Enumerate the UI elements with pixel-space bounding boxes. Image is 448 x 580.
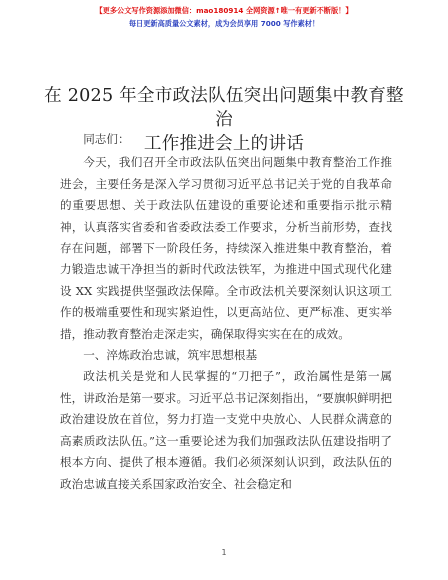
section-heading-1: 一、淬炼政治忠诚，筑牢思想根基 bbox=[83, 348, 258, 363]
paragraph-1: 今天，我们召开全市政法队伍突出问题集中教育整治工作推进会，主要任务是深入学习贯彻习近平总书记关于党的自我革命的重要思想、关于政法队伍建设的重要论述和重要指示批示精神，认真落实省委和省委政法委工作要求，分析当前形势，查找存在问题，部署下一阶段任务，持续深入推进集中教育整治，着力锻造忠诚干净担当的新时代政法铁军，为推进中国式现代化建设 XX 实践提供坚强政法保障。全市政法机关要深刻认识这项工作的极端重要性和现实紧迫性，以更高站位、更严标准、更实举措，推动教育整治走深走实，确保取得实实在在的成效。 bbox=[60, 155, 392, 341]
document-title-line-2: 工作推进会上的讲话 bbox=[143, 134, 305, 154]
paragraph-2: 政法机关是党和人民掌握的“刀把子”，政治属性是第一属性，讲政治是第一要求。习近平总书记深刻指出，“要旗帜鲜明把政治建设放在首位，努力打造一支党中央放心、人民群众满意的高素质政法队伍。”这一重要论述为我们加强政法队伍建设指明了根本方向、提供了根本遵循。我们必须深刻认识到，政法队伍的政治忠诚直接关系国家政治安全、社会稳定和 bbox=[60, 369, 392, 491]
salutation: 同志们： bbox=[83, 132, 130, 146]
document-title-line-1: 在 2025 年全市政法队伍突出问题集中教育整治 bbox=[44, 86, 404, 130]
page-number: 1 bbox=[221, 548, 227, 557]
promo-banner-line-1: 【更多公文写作资源添加微信：mao180914 全网资源↑唯一有更新不断版！】 bbox=[95, 6, 353, 15]
document-body bbox=[60, 129, 392, 495]
promo-banner-line-2: 每日更新高质量公文素材，成为会员享用 7000 写作素材！ bbox=[128, 19, 320, 28]
promo-banner bbox=[0, 4, 448, 30]
